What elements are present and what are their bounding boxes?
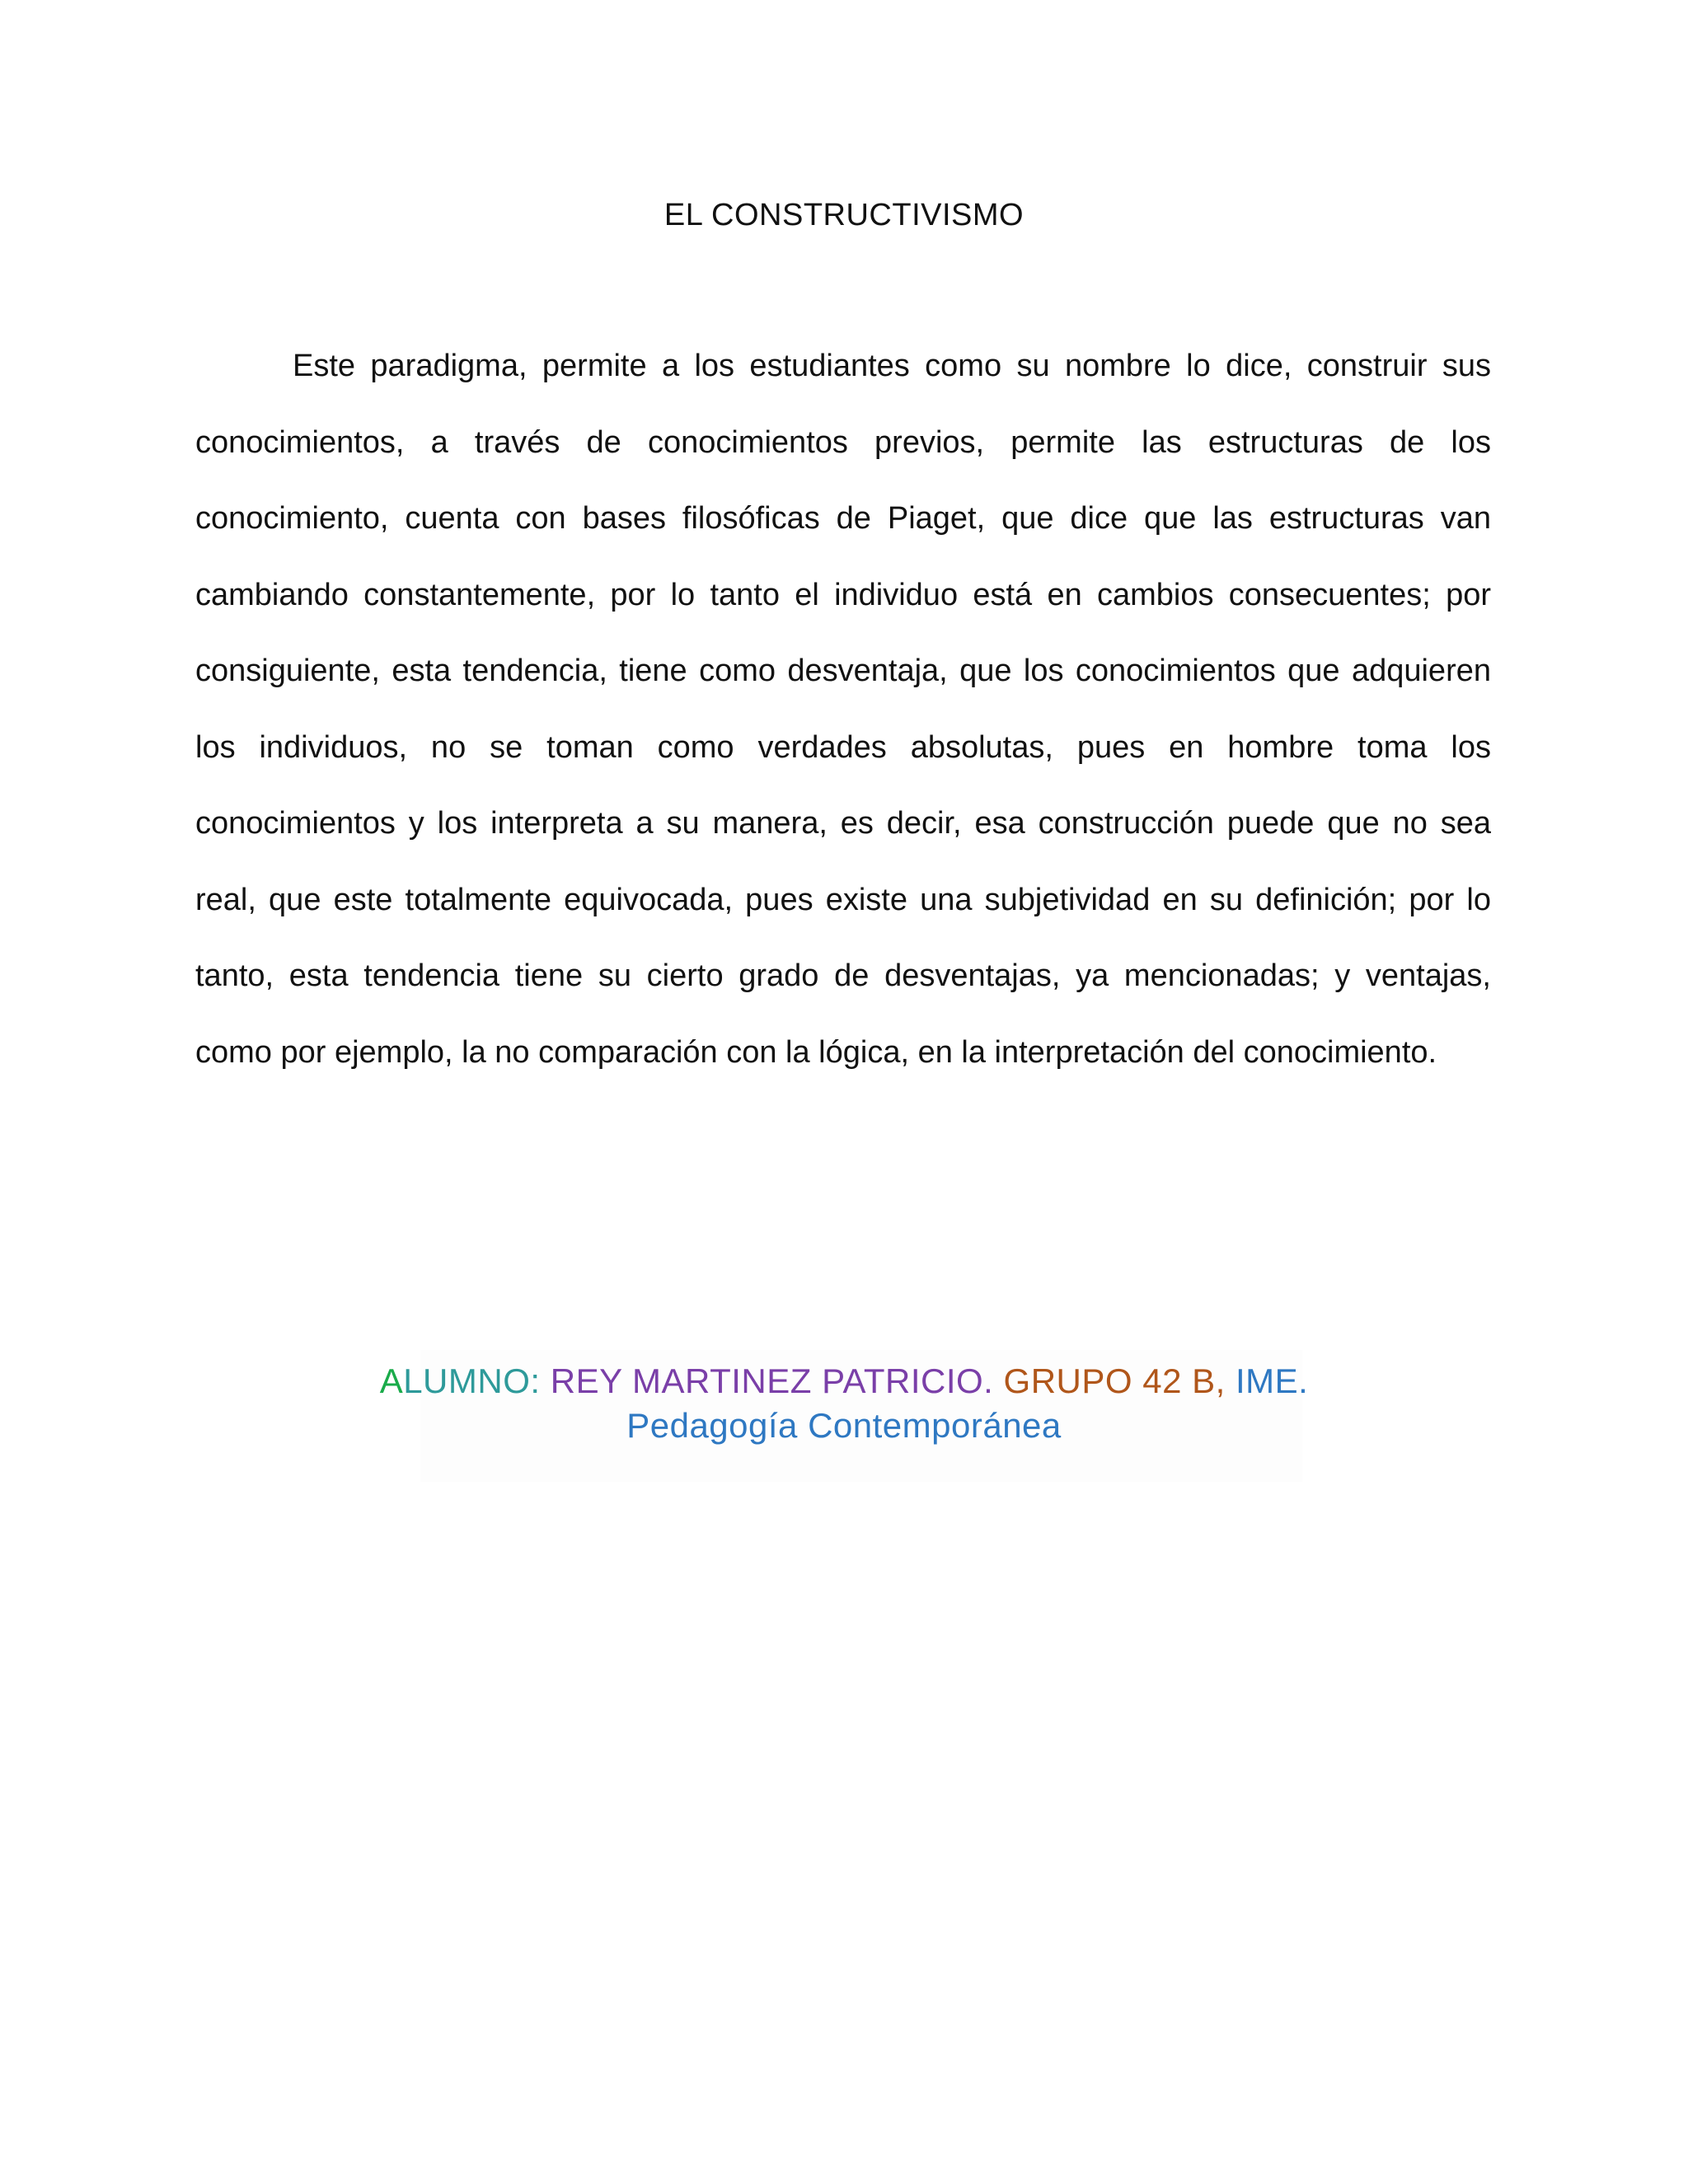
body-paragraph: Este paradigma, permite a los estudiantes como su nombre lo dice, construir sus conocimientos, a través de conocimientos previos, permite las estructuras de los conocimiento, cuenta con bases filosóficas de Piaget, que dice que las estructuras van cambiando constantemente, por lo tanto el individuo está en cambios consecuentes; por consiguiente, esta tendencia, tiene como desventaja, que los conocimientos que adquieren los individuos, no se toman como verdades absolutas, pues en hombre toma los conocimientos y los interpreta a su manera, es decir, esa construcción puede que no sea real, que este totalmente equivocada, pues existe una subjetividad en su definición; por lo tanto, esta tendencia tiene su cierto grado de desventajas, ya mencionadas; y ventajas, como por ejemplo, la no comparación con la lógica, en la interpretación del conocimiento. [195, 349, 1491, 1070]
course-name: Pedagogía Contemporánea [626, 1406, 1062, 1445]
document-title: EL CONSTRUCTIVISMO [663, 198, 1025, 232]
student-name: REY MARTINEZ PATRICIO. [550, 1361, 994, 1400]
alumno-label: LUMNO: [403, 1361, 541, 1400]
alumno-initial: A [379, 1361, 404, 1400]
student-info-line [0, 1358, 1688, 1404]
program-label: IME. [1235, 1361, 1309, 1400]
group-label: GRUPO 42 B, [1003, 1361, 1226, 1400]
